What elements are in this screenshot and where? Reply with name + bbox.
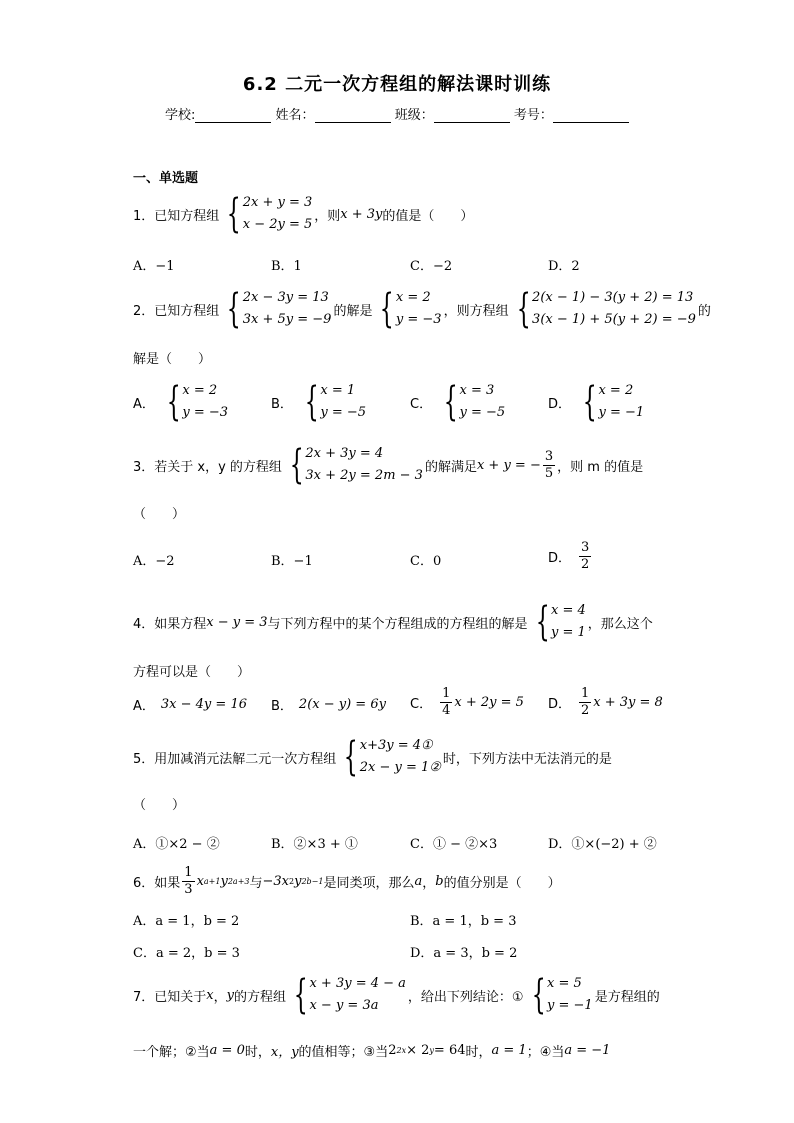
q7-l2g: 2x — [396, 1046, 407, 1055]
q1-system — [221, 192, 312, 236]
q3-line2 — [133, 503, 185, 522]
denominator: 2 — [581, 703, 590, 718]
q2-prefix: 2．已知方程组 — [133, 303, 220, 319]
q3-mid: 的解满足 — [424, 459, 477, 475]
q7-l2f: 2 — [388, 1043, 397, 1058]
name-label: 姓名： — [275, 108, 315, 123]
q4-line2 — [133, 661, 250, 680]
q6-post: 的值分别是（ ） — [443, 876, 561, 891]
q6-option-b[interactable]: B．a = 1，b = 3 — [410, 914, 517, 929]
q2-solution — [374, 287, 441, 331]
q6-term-3x: −3x — [262, 874, 289, 889]
numerator: 3 — [544, 448, 554, 464]
q2-b1: 2(x − 1) − 3(y + 2) = 13 — [532, 290, 694, 305]
option-y: y = −1 — [598, 405, 645, 420]
q5-option-b[interactable]: B．②×3 + ① — [271, 837, 358, 852]
number-label: 考号： — [513, 108, 553, 123]
q1-mid: ，则 — [314, 208, 341, 224]
q2-option-d[interactable] — [548, 380, 644, 424]
q6-exp-2: 2a+3 — [227, 877, 250, 886]
question-2 — [133, 287, 711, 331]
brace-icon: { — [227, 191, 242, 237]
numerator: 3 — [581, 540, 590, 555]
q2-line2 — [133, 348, 211, 367]
q5-option-d[interactable]: D．①×(−2) + ② — [548, 837, 657, 852]
q2-option-a[interactable] — [133, 380, 228, 424]
brace-icon: { — [582, 379, 597, 425]
option-label: A． — [133, 396, 155, 412]
q3-option-d[interactable] — [548, 540, 593, 573]
option-fraction — [579, 540, 591, 573]
q4-s1: x = 4 — [551, 603, 586, 618]
numerator: 1 — [184, 865, 193, 880]
q7-l2h: × 2 — [406, 1043, 430, 1058]
denominator: 4 — [442, 703, 451, 718]
q7-l2c: 时， — [244, 1045, 271, 1060]
option-label: C． — [410, 697, 433, 712]
q4-option-d[interactable] — [548, 686, 663, 719]
student-info-line — [165, 104, 629, 123]
q1-eq2: x − 2y = 5 — [242, 217, 313, 232]
q3-cond: x + y = − — [476, 457, 541, 473]
q7-system — [288, 973, 406, 1017]
q6-term-y: y — [220, 874, 228, 889]
q3-eq2: 3x + 2y = 2m − 3 — [305, 468, 423, 483]
q2-b2: 3(x − 1) + 5(y + 2) = −9 — [532, 312, 696, 327]
brace-icon: { — [380, 286, 395, 332]
q7-mid2: ，给出下列结论：① — [407, 989, 524, 1005]
brace-icon: { — [227, 286, 242, 332]
q6-option-d[interactable]: D．a = 3，b = 2 — [410, 946, 518, 961]
school-blank[interactable] — [195, 108, 271, 123]
option-label: B． — [271, 699, 293, 714]
q7-l2m: ；④当 — [526, 1045, 565, 1060]
q1-option-a[interactable]: A．−1 — [133, 259, 175, 274]
option-label: D． — [548, 697, 572, 712]
question-1 — [133, 192, 473, 236]
q6-var-b: b — [435, 874, 444, 889]
q6-fraction — [182, 865, 194, 898]
q3-option-b[interactable]: B．−1 — [271, 554, 313, 569]
option-y: y = −5 — [320, 405, 367, 420]
q1-eq1: 2x + y = 3 — [242, 195, 313, 210]
q2-mid2: ，则方程组 — [443, 303, 509, 319]
denominator: 5 — [544, 465, 554, 481]
numerator: 1 — [442, 686, 451, 701]
school-label: 学校: — [165, 108, 196, 123]
q7-prefix: 7．已知关于 — [133, 989, 207, 1005]
q3-fraction — [543, 449, 555, 482]
q2-system-b — [511, 287, 696, 331]
option-label: D． — [548, 551, 572, 566]
question-4 — [133, 600, 653, 644]
question-6 — [133, 865, 561, 898]
brace-icon: { — [535, 599, 550, 645]
question-3 — [133, 443, 643, 487]
q6-prefix: 6．如果 — [133, 876, 181, 891]
q2-system — [221, 287, 331, 331]
number-blank[interactable] — [553, 108, 629, 123]
q3-prefix: 3．若关于 x，y 的方程组 — [133, 459, 282, 475]
q4-mid: 与下列方程中的某个方程组成的方程组的解是 — [267, 616, 528, 632]
q5-prefix: 5．用加减消元法解二元一次方程组 — [133, 751, 337, 767]
option-value: 2(x − y) = 6y — [298, 697, 386, 712]
q1-option-b[interactable]: B．1 — [271, 259, 302, 274]
q7-l2j: = 64 — [433, 1043, 466, 1058]
q7-l2k: 时， — [465, 1045, 492, 1060]
q2-eq1: 2x − 3y = 13 — [242, 290, 329, 305]
q7-l2n: a = −1 — [564, 1043, 611, 1058]
q4-post: ，那么这个 — [587, 616, 653, 632]
q2-eq2: 3x + 5y = −9 — [242, 312, 332, 327]
brace-icon: { — [516, 286, 531, 332]
q1-post: 的值是（ ） — [382, 208, 474, 224]
question-7 — [133, 973, 660, 1017]
q1-option-c[interactable]: C．−2 — [410, 259, 453, 274]
q6-exp-3: 2 — [289, 877, 295, 886]
denominator: 2 — [581, 557, 590, 572]
option-label: A． — [133, 699, 155, 714]
q5-option-a[interactable]: A．①×2 − ② — [133, 837, 220, 852]
q3-eq1: 2x + 3y = 4 — [305, 446, 384, 461]
q2-s1: x = 2 — [395, 290, 431, 305]
q3-system — [284, 443, 423, 487]
q6-mid2: 是同类项，那么 — [323, 876, 415, 891]
q6-term-y2: y — [294, 874, 302, 889]
q4-eq: x − y = 3 — [206, 614, 268, 630]
question-5 — [133, 735, 612, 779]
q5-option-c[interactable]: C．① − ②×3 — [410, 837, 498, 852]
brace-icon: { — [166, 379, 181, 425]
q7-line2 — [133, 1041, 610, 1060]
q6-sep: ， — [422, 876, 436, 891]
brace-icon: { — [344, 734, 359, 780]
option-x: x = 3 — [459, 383, 495, 398]
class-label: 班级： — [394, 108, 434, 123]
q3-line2-text: （ ） — [133, 507, 186, 522]
q7-s1: x = 5 — [547, 976, 582, 991]
q5-line2 — [133, 794, 185, 813]
q4-s2: y = 1 — [551, 625, 586, 640]
q7-s2: y = −1 — [547, 998, 593, 1013]
q7-l2d: x，y — [270, 1045, 299, 1060]
numerator: 1 — [581, 686, 590, 701]
q3-post: ，则 m 的值是 — [557, 459, 644, 475]
q4-prefix: 4．如果方程 — [133, 616, 207, 632]
brace-icon: { — [289, 442, 304, 488]
brace-icon: { — [443, 379, 458, 425]
option-fraction — [579, 686, 591, 719]
q6-exp-1: a+1 — [203, 877, 221, 886]
name-blank[interactable] — [315, 108, 391, 123]
q5-system — [338, 735, 441, 779]
q6-var-a: a — [414, 874, 423, 889]
q2-option-b[interactable] — [271, 380, 366, 424]
q3-option-a[interactable]: A．−2 — [133, 554, 175, 569]
q7-sep: ， — [213, 989, 227, 1005]
brace-icon: { — [531, 972, 546, 1018]
option-y: y = −3 — [182, 405, 229, 420]
q2-mid1: 的解是 — [333, 303, 373, 319]
q7-eq1: x + 3y = 4 − a — [309, 976, 406, 991]
q1-prefix: 1．已知方程组 — [133, 208, 220, 224]
section-heading: 一、单选题 — [133, 171, 199, 186]
option-value: x + 2y = 5 — [454, 695, 524, 710]
q7-eq2: x − y = 3a — [309, 998, 379, 1013]
option-label: C． — [410, 396, 433, 412]
option-label: D． — [548, 396, 572, 412]
option-value: 3x − 4y = 16 — [160, 697, 247, 712]
q5-post: 时，下列方法中无法消元的是 — [442, 751, 612, 767]
q7-l2b: a = 0 — [209, 1043, 245, 1058]
denominator: 3 — [184, 882, 193, 897]
option-y: y = −5 — [459, 405, 506, 420]
q7-l2a: 一个解；②当 — [133, 1045, 210, 1060]
option-x: x = 2 — [598, 383, 634, 398]
option-label: B． — [271, 396, 293, 412]
option-x: x = 2 — [182, 383, 218, 398]
q6-exp-4: 2b−1 — [301, 877, 324, 886]
option-fraction — [440, 686, 452, 719]
q6-term-x: x — [196, 874, 204, 889]
brace-icon: { — [293, 972, 308, 1018]
q5-eq1: x+3y = 4① — [359, 738, 433, 753]
q7-l2i: y — [429, 1046, 434, 1055]
q7-post: 是方程组的 — [594, 989, 660, 1005]
option-x: x = 1 — [320, 383, 356, 398]
q5-eq2: 2x − y = 1② — [359, 760, 441, 775]
q4-option-b[interactable] — [271, 695, 386, 714]
q2-option-c[interactable] — [410, 380, 505, 424]
q4-option-c[interactable] — [410, 686, 524, 719]
q1-option-d[interactable]: D．2 — [548, 259, 580, 274]
q7-mid: 的方程组 — [234, 989, 287, 1005]
q7-var-x: x — [206, 987, 214, 1003]
brace-icon: { — [304, 379, 319, 425]
q4-solution — [530, 600, 586, 644]
q6-mid: 与 — [249, 876, 263, 891]
option-value: x + 3y = 8 — [593, 695, 663, 710]
q4-line2-text: 方程可以是（ ） — [133, 665, 251, 680]
class-blank[interactable] — [434, 108, 510, 123]
q2-post: 的 — [697, 303, 711, 319]
q6-option-c[interactable]: C．a = 2，b = 3 — [133, 946, 240, 961]
q7-l2l: a = 1 — [491, 1043, 527, 1058]
q6-option-a[interactable]: A．a = 1，b = 2 — [133, 914, 240, 929]
q4-option-a[interactable] — [133, 695, 247, 714]
q7-solution — [526, 973, 593, 1017]
q7-var-y: y — [226, 987, 234, 1003]
q2-s2: y = −3 — [395, 312, 442, 327]
q3-option-c[interactable]: C．0 — [410, 554, 442, 569]
q7-l2e: 的值相等；③当 — [298, 1045, 389, 1060]
q2-line2-text: 解是（ ） — [133, 352, 212, 367]
q5-line2-text: （ ） — [133, 798, 186, 813]
q1-expr: x + 3y — [340, 206, 383, 222]
page-title: 6.2 二元一次方程组的解法课时训练 — [242, 74, 552, 95]
